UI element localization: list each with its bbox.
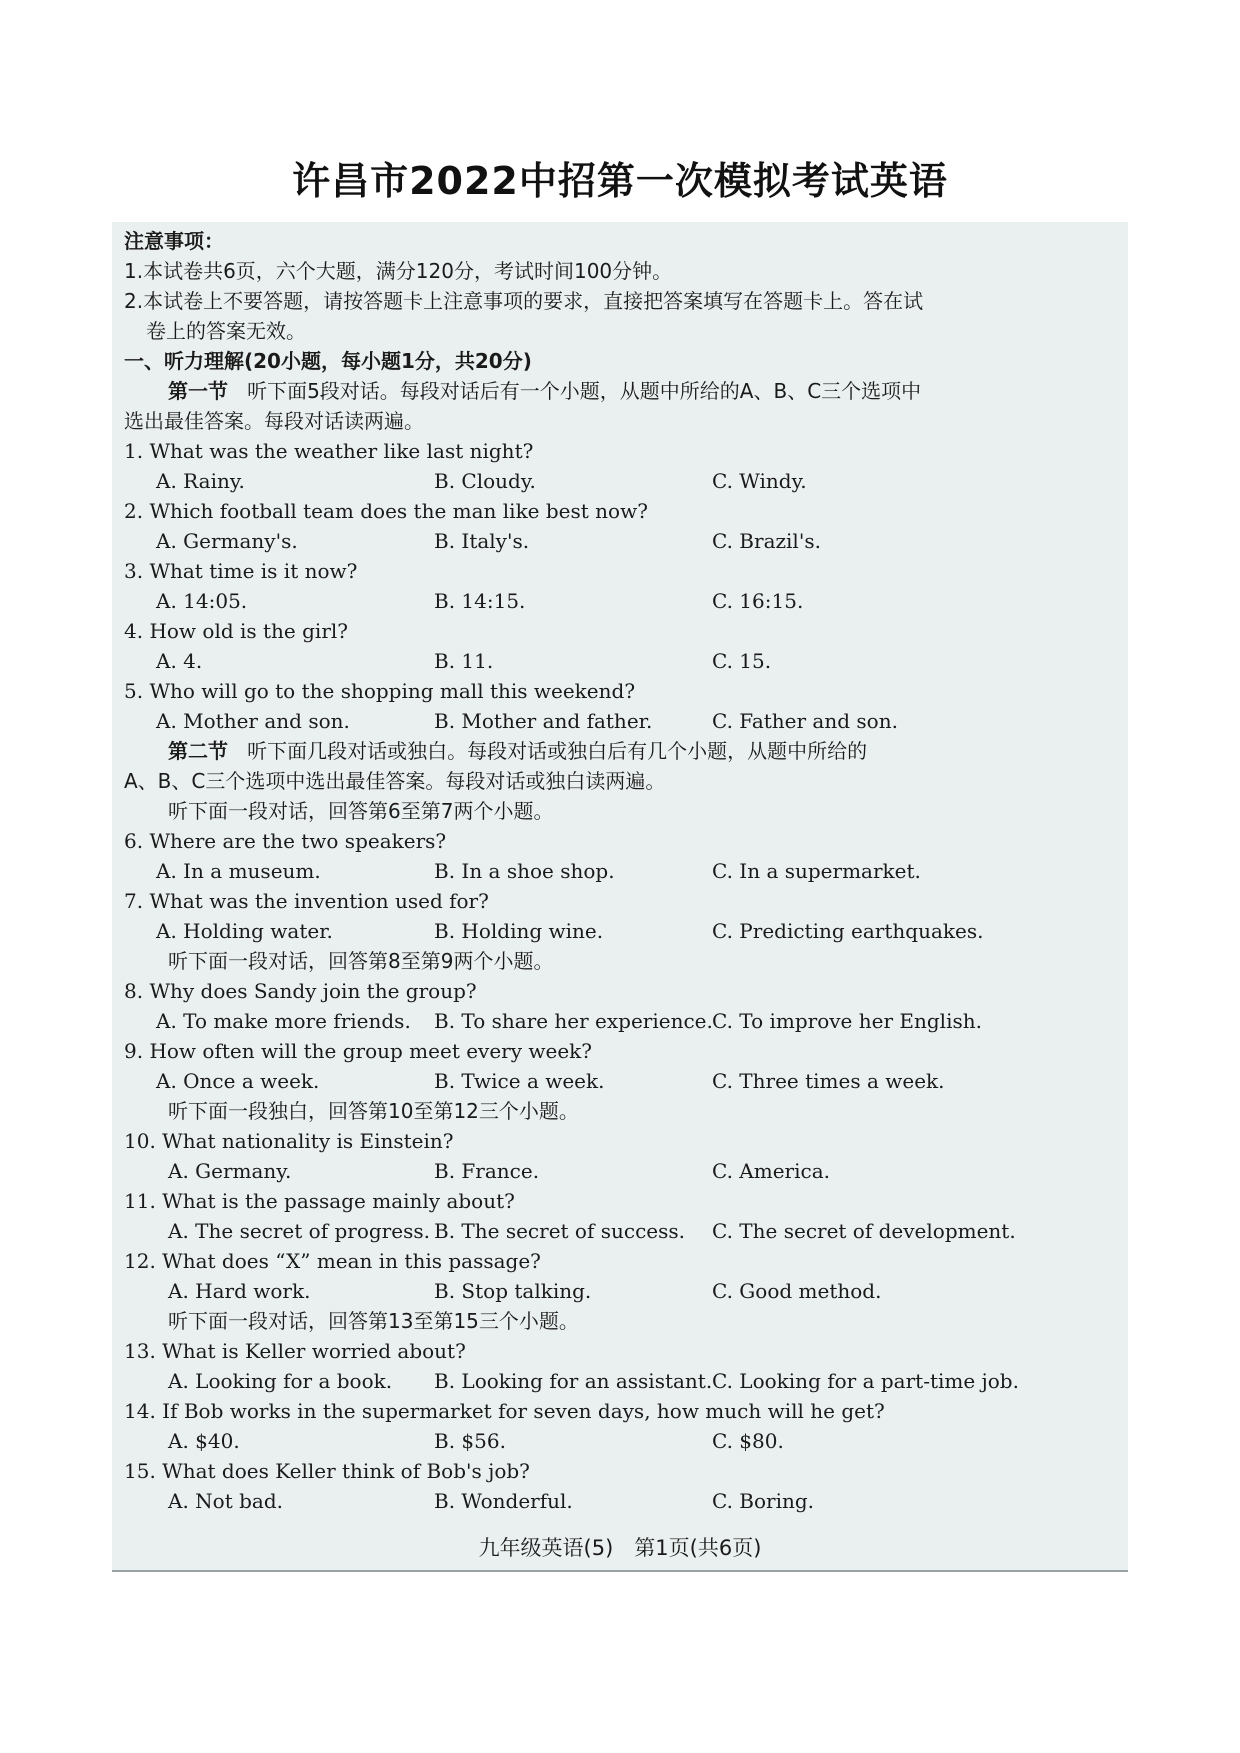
question-4: 4. How old is the girl? bbox=[124, 619, 349, 643]
option-15a: A. Not bad. bbox=[168, 1489, 283, 1513]
option-4b: B. 11. bbox=[434, 649, 494, 673]
option-7b: B. Holding wine. bbox=[434, 919, 604, 943]
options-6 bbox=[124, 856, 1116, 886]
options-14 bbox=[124, 1426, 1116, 1456]
option-6b: B. In a shoe shop. bbox=[434, 859, 615, 883]
question-5: 5. Who will go to the shopping mall this weekend? bbox=[124, 679, 636, 703]
instruction-10-12: 听下面一段独白，回答第10至第12三个小题。 bbox=[168, 1099, 579, 1123]
option-2a: A. Germany's. bbox=[156, 529, 298, 553]
option-8a: A. To make more friends. bbox=[156, 1009, 411, 1033]
question-3: 3. What time is it now? bbox=[124, 559, 358, 583]
option-8b: B. To share her experience. bbox=[434, 1009, 713, 1033]
options-9 bbox=[124, 1066, 1116, 1096]
option-6c: C. In a supermarket. bbox=[712, 859, 921, 883]
options-10 bbox=[124, 1156, 1116, 1186]
option-6a: A. In a museum. bbox=[156, 859, 321, 883]
option-1b: B. Cloudy. bbox=[434, 469, 536, 493]
option-8c: C. To improve her English. bbox=[712, 1009, 982, 1033]
question-6: 6. Where are the two speakers? bbox=[124, 829, 447, 853]
instruction-6-7: 听下面一段对话，回答第6至第7两个小题。 bbox=[168, 799, 554, 823]
option-11a: A. The secret of progress. bbox=[168, 1219, 430, 1243]
question-15: 15. What does Keller think of Bob's job? bbox=[124, 1459, 530, 1483]
page-title: 许昌市2022中招第一次模拟考试英语 bbox=[292, 159, 948, 203]
option-9c: C. Three times a week. bbox=[712, 1069, 945, 1093]
option-14b: B. $56. bbox=[434, 1429, 506, 1453]
question-13: 13. What is Keller worried about? bbox=[124, 1339, 466, 1363]
option-11b: B. The secret of success. bbox=[434, 1219, 685, 1243]
option-11c: C. The secret of development. bbox=[712, 1219, 1016, 1243]
option-5a: A. Mother and son. bbox=[156, 709, 350, 733]
notice-item-2: 2.本试卷上不要答题，请按答题卡上注意事项的要求，直接把答案填写在答题卡上。答在试 bbox=[124, 289, 924, 313]
section2-text: 听下面几段对话或独白。每段对话或独白后有几个小题，从题中所给的 bbox=[247, 739, 868, 763]
option-5b: B. Mother and father. bbox=[434, 709, 653, 733]
section2-intro bbox=[124, 736, 1116, 766]
instruction-13-15: 听下面一段对话，回答第13至第15三个小题。 bbox=[168, 1309, 579, 1333]
option-2b: B. Italy's. bbox=[434, 529, 530, 553]
option-2c: C. Brazil's. bbox=[712, 529, 821, 553]
option-4c: C. 15. bbox=[712, 649, 772, 673]
options-3 bbox=[124, 586, 1116, 616]
option-12a: A. Hard work. bbox=[168, 1279, 311, 1303]
option-9a: A. Once a week. bbox=[156, 1069, 320, 1093]
section1-intro bbox=[124, 376, 1116, 406]
option-10c: C. America. bbox=[712, 1159, 830, 1183]
instruction-8-9: 听下面一段对话，回答第8至第9两个小题。 bbox=[168, 949, 554, 973]
question-9: 9. How often will the group meet every week? bbox=[124, 1039, 593, 1063]
question-2: 2. Which football team does the man like best now? bbox=[124, 499, 648, 523]
option-7a: A. Holding water. bbox=[156, 919, 333, 943]
options-1 bbox=[124, 466, 1116, 496]
option-3c: C. 16:15. bbox=[712, 589, 804, 613]
question-14: 14. If Bob works in the supermarket for seven days, how much will he get? bbox=[124, 1399, 885, 1423]
exam-page bbox=[112, 222, 1128, 1572]
option-1a: A. Rainy. bbox=[156, 469, 245, 493]
notice-item-1: 1.本试卷共6页，六个大题，满分120分，考试时间100分钟。 bbox=[124, 259, 673, 283]
option-4a: A. 4. bbox=[156, 649, 203, 673]
option-15c: C. Boring. bbox=[712, 1489, 815, 1513]
options-5 bbox=[124, 706, 1116, 736]
option-10b: B. France. bbox=[434, 1159, 540, 1183]
options-12 bbox=[124, 1276, 1116, 1306]
option-7c: C. Predicting earthquakes. bbox=[712, 919, 984, 943]
option-13c: C. Looking for a part-time job. bbox=[712, 1369, 1019, 1393]
option-15b: B. Wonderful. bbox=[434, 1489, 573, 1513]
option-12c: C. Good method. bbox=[712, 1279, 882, 1303]
option-10a: A. Germany. bbox=[168, 1159, 292, 1183]
option-14c: C. $80. bbox=[712, 1429, 784, 1453]
question-1: 1. What was the weather like last night? bbox=[124, 439, 534, 463]
options-8 bbox=[124, 1006, 1116, 1036]
option-1c: C. Windy. bbox=[712, 469, 807, 493]
section2-text-cont: A、B、C三个选项中选出最佳答案。每段对话或独白读两遍。 bbox=[124, 769, 666, 793]
section1-text: 听下面5段对话。每段对话后有一个小题，从题中所给的A、B、C三个选项中 bbox=[247, 379, 922, 403]
option-14a: A. $40. bbox=[168, 1429, 240, 1453]
page-footer: 九年级英语(5) 第1页(共6页) bbox=[478, 1536, 762, 1560]
question-12: 12. What does “X” mean in this passage? bbox=[124, 1249, 541, 1273]
option-3a: A. 14:05. bbox=[156, 589, 248, 613]
part1-heading: 一、听力理解(20小题，每小题1分，共20分) bbox=[124, 349, 532, 373]
options-7 bbox=[124, 916, 1116, 946]
options-11 bbox=[124, 1216, 1116, 1246]
option-13b: B. Looking for an assistant. bbox=[434, 1369, 713, 1393]
section1-text-cont: 选出最佳答案。每段对话读两遍。 bbox=[124, 409, 424, 433]
option-12b: B. Stop talking. bbox=[434, 1279, 592, 1303]
options-15 bbox=[124, 1486, 1116, 1516]
option-13a: A. Looking for a book. bbox=[168, 1369, 393, 1393]
section2-label: 第二节 bbox=[168, 739, 228, 763]
option-3b: B. 14:15. bbox=[434, 589, 526, 613]
options-4 bbox=[124, 646, 1116, 676]
question-10: 10. What nationality is Einstein? bbox=[124, 1129, 454, 1153]
options-13 bbox=[124, 1366, 1116, 1396]
option-5c: C. Father and son. bbox=[712, 709, 898, 733]
question-8: 8. Why does Sandy join the group? bbox=[124, 979, 477, 1003]
notice-item-2-cont: 卷上的答案无效。 bbox=[146, 319, 306, 343]
section1-label: 第一节 bbox=[168, 379, 228, 403]
options-2 bbox=[124, 526, 1116, 556]
option-9b: B. Twice a week. bbox=[434, 1069, 605, 1093]
notice-heading: 注意事项： bbox=[124, 229, 224, 253]
question-11: 11. What is the passage mainly about? bbox=[124, 1189, 515, 1213]
question-7: 7. What was the invention used for? bbox=[124, 889, 489, 913]
